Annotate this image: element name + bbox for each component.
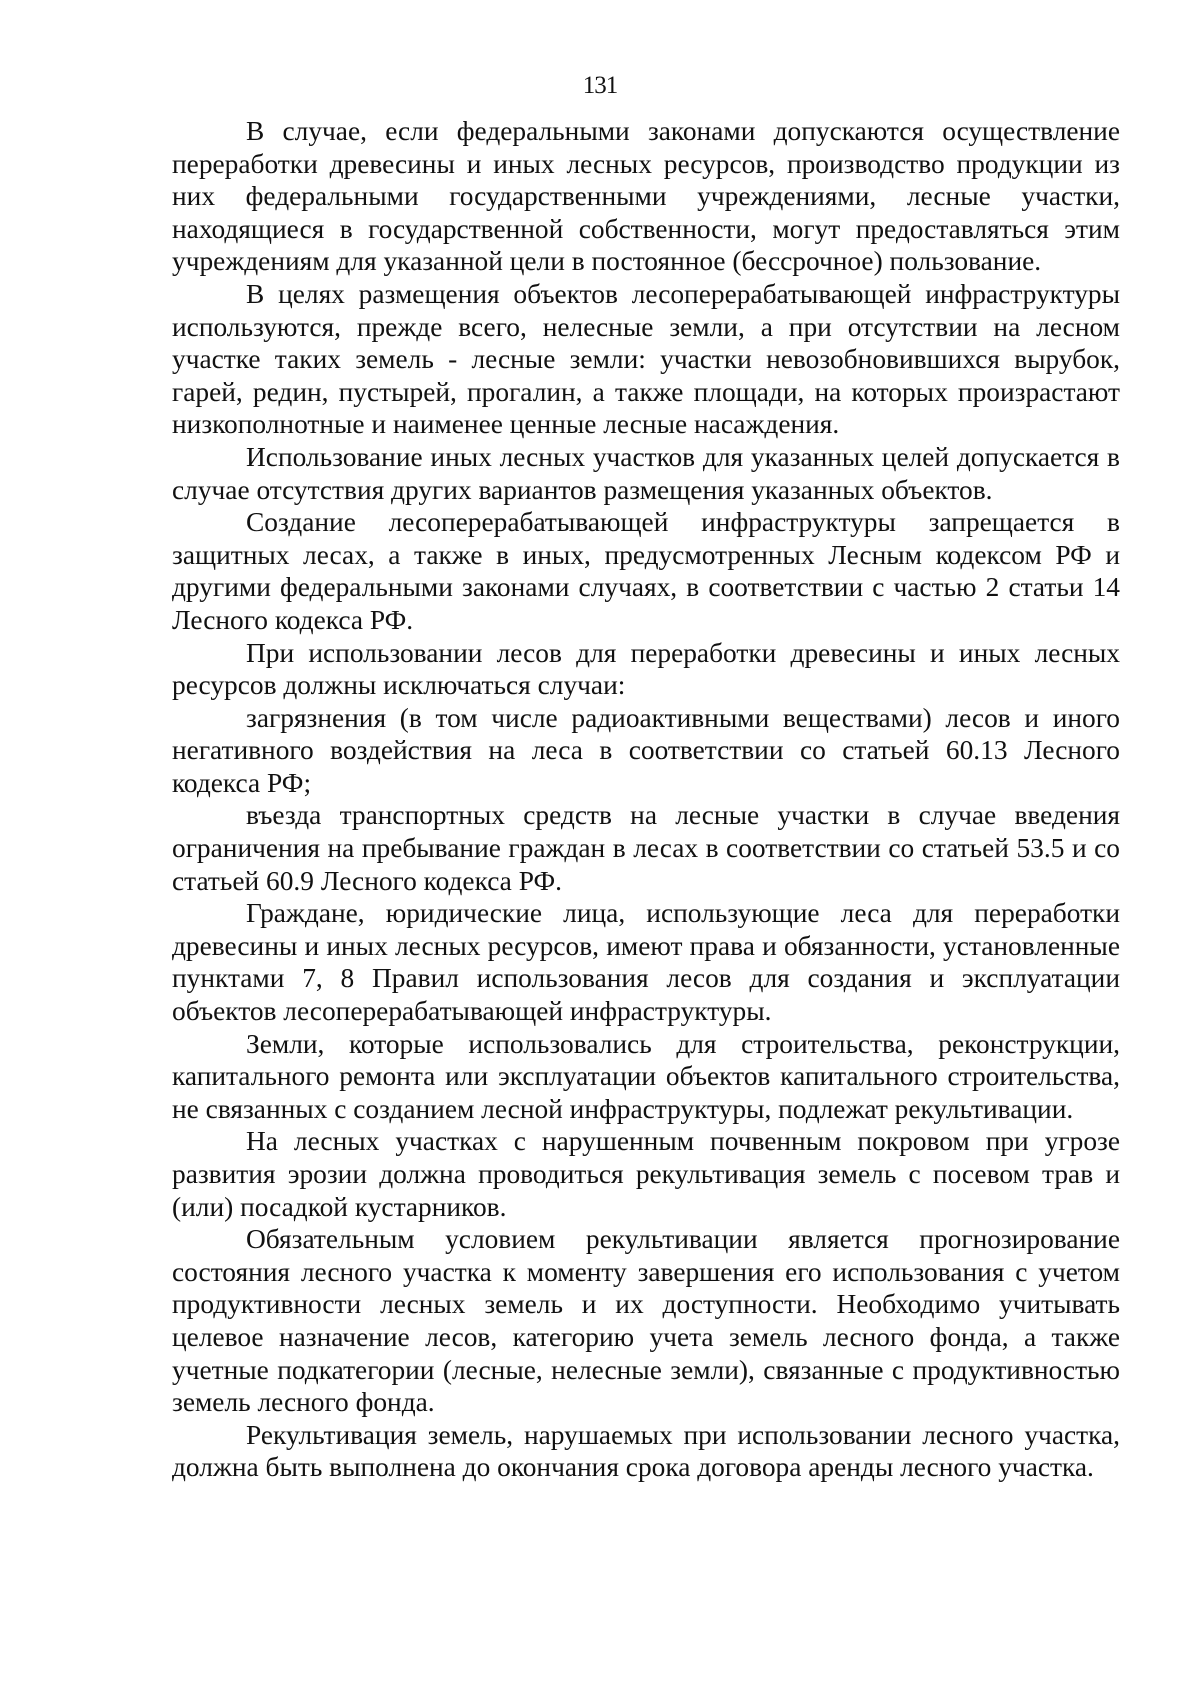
paragraph-9: Земли, которые использовались для строительства, реконструкции, капитального ремонта или эксплуатации объектов капитального строительства, не связанных с созданием лесной инфраструктуры, подлежат рекультивации. bbox=[172, 1028, 1120, 1124]
paragraph-2: В целях размещения объектов лесоперерабатывающей инфраструктуры используются, прежде всего, нелесные земли, а при отсутствии на лесном участке таких земель - лесные земли: участки невозобновившихся вырубок, гарей, редин, пустырей, прогалин, а также площади, на которых произрастают низкополнотные и наименее ценные лесные насаждения. bbox=[172, 278, 1120, 440]
paragraph-6: загрязнения (в том числе радиоактивными веществами) лесов и иного негативного воздействия на леса в соответствии со статьей 60.13 Лесного кодекса РФ; bbox=[172, 702, 1120, 798]
paragraph-5: При использовании лесов для переработки древесины и иных лесных ресурсов должны исключаться случаи: bbox=[172, 637, 1120, 701]
page-number: 131 bbox=[582, 72, 618, 99]
paragraph-4: Создание лесоперерабатывающей инфраструктуры запрещается в защитных лесах, а также в иных, предусмотренных Лесным кодексом РФ и другими федеральными законами случаях, в соответствии с частью 2 статьи 14 Лесного кодекса РФ. bbox=[172, 507, 1120, 635]
document-body bbox=[172, 115, 1120, 1484]
paragraph-11: Обязательным условием рекультивации является прогнозирование состояния лесного участка к моменту завершения его использования с учетом продуктивности лесных земель и их доступности. Необходимо учитывать целевое назначение лесов, категорию учета земель лесного фонда, а также учетные подкатегории (лесные, нелесные земли), связанные с продуктивностью земель лесного фонда. bbox=[172, 1224, 1120, 1418]
paragraph-1: В случае, если федеральными законами допускаются осуществление переработки древесины и иных лесных ресурсов, производство продукции из них федеральными государственными учреждениями, лесные участки, находящиеся в государственной собственности, могут предоставляться этим учреждениям для указанной цели в постоянное (бессрочное) пользование. bbox=[172, 116, 1120, 277]
paragraph-8: Граждане, юридические лица, использующие леса для переработки древесины и иных лесных ресурсов, имеют права и обязанности, установленные пунктами 7, 8 Правил использования лесов для создания и эксплуатации объектов лесоперерабатывающей инфраструктуры. bbox=[172, 898, 1120, 1027]
paragraph-12: Рекультивация земель, нарушаемых при использовании лесного участка, должна быть выполнена до окончания срока договора аренды лесного участка. bbox=[172, 1419, 1120, 1483]
paragraph-7: въезда транспортных средств на лесные участки в случае введения ограничения на пребывание граждан в лесах в соответствии со статьей 53.5 и со статьей 60.9 Лесного кодекса РФ. bbox=[172, 800, 1120, 896]
paragraph-10: На лесных участках с нарушенным почвенным покровом при угрозе развития эрозии должна проводиться рекультивация земель с посевом трав и (или) посадкой кустарников. bbox=[172, 1126, 1120, 1222]
paragraph-3: Использование иных лесных участков для указанных целей допускается в случае отсутствия других вариантов размещения указанных объектов. bbox=[172, 441, 1120, 505]
